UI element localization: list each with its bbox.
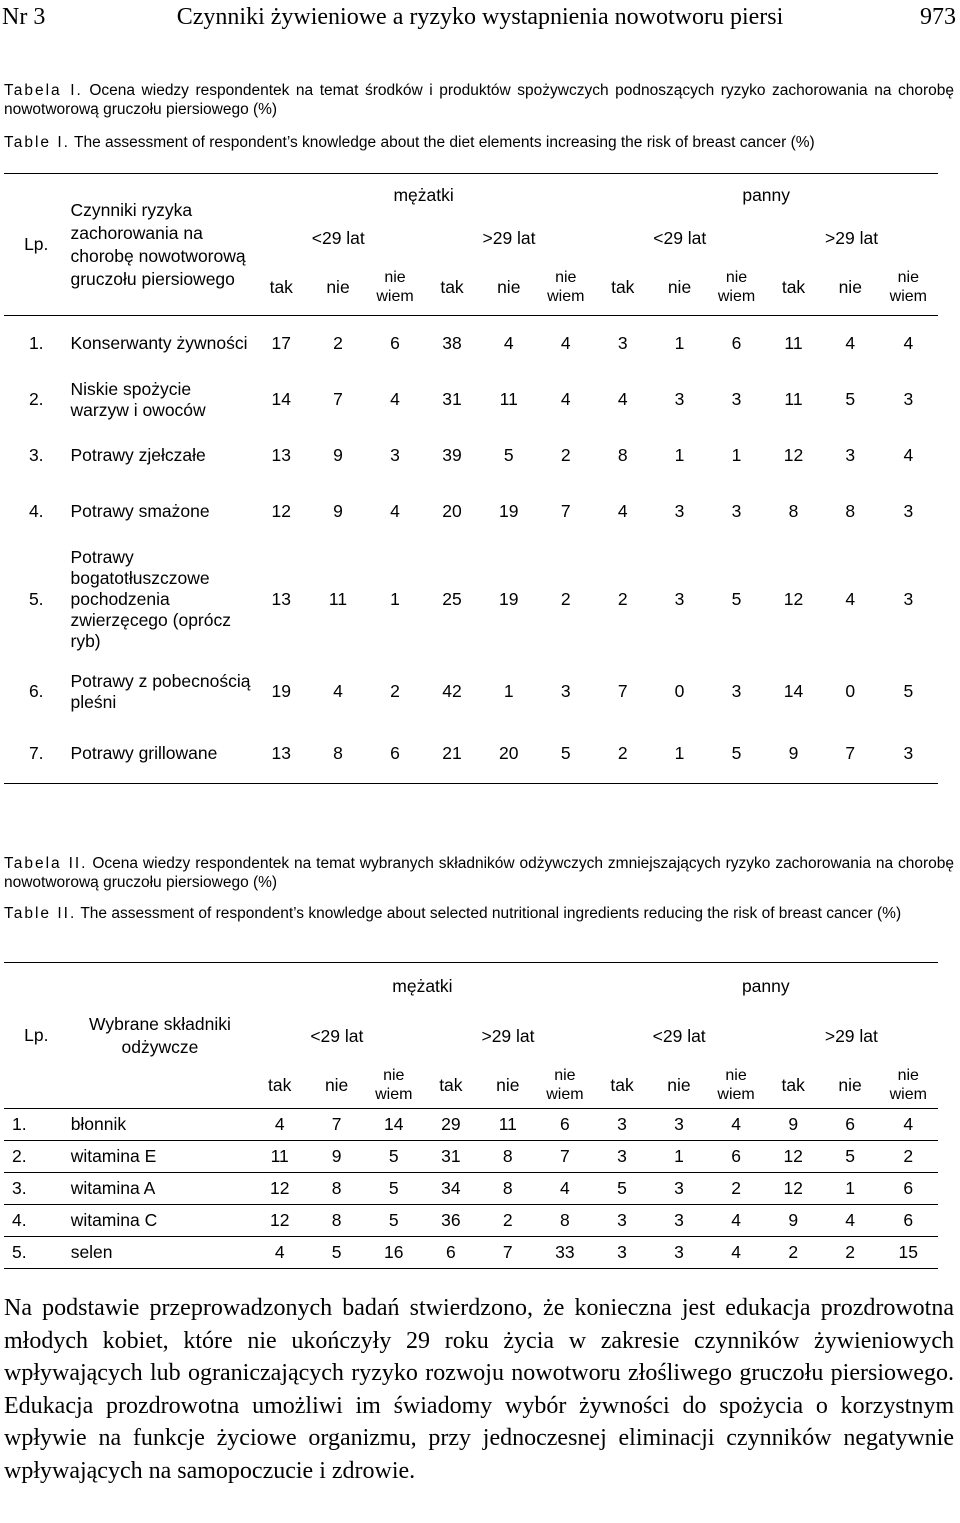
table-cell: 3 <box>594 1237 651 1269</box>
col-factor-header: Czynniki ryzyka zachorowania na chorobę nowotworową gruczołu piersiowego <box>70 199 246 289</box>
table2-caption-pl-text: Ocena wiedzy respondentek na temat wybranych składników odżywczych zmniejszających ryzyko zachorowania na chorobę nowotworową gruczołu piersiowego (%) <box>4 855 954 891</box>
table-cell: 4 <box>707 1205 764 1237</box>
table-cell: 3 <box>594 316 651 372</box>
body-paragraph: Na podstawie przeprowadzonych badań stwierdzono, że konieczna jest edukacja prozdrowotna młodych kobiet, które nie ukończyły 29 roku życia w zakresie czynników żywieniowych wpływających lub ograniczających ryzyko rozwoju nowotworu złośliwego gruczołu piersiowego. Edukacja prozdrowotna umożliwi im świadomy wybór żywności do spożycia o korzystnym wpływie na funkcje życiowe organizmu, przy jednoczesnej eliminacji czynników negatywnie wpływających na samopoczucie i zdrowie. <box>4 1295 954 1484</box>
table-cell: 19 <box>499 589 519 609</box>
table-cell: 4 <box>390 501 400 521</box>
answer-yes-header: tak <box>440 276 464 297</box>
table-cell: 6 <box>708 316 765 372</box>
row-label: witamina E <box>69 1141 252 1173</box>
table-cell: 9 <box>788 742 799 763</box>
col-ingredient-header: Wybrane składniki odżywcze <box>89 1013 231 1057</box>
answer-no-header: nie <box>838 276 862 297</box>
col-lp-header: Lp. <box>24 1025 49 1045</box>
group-single-header: panny <box>741 976 790 997</box>
row-number: 6. <box>28 681 44 701</box>
group-married-header: mężatki <box>392 976 453 997</box>
table-cell: 12 <box>271 501 291 521</box>
table-cell: 4 <box>560 389 571 409</box>
table-cell: 3 <box>594 1109 651 1141</box>
table-cell: 13 <box>271 742 291 763</box>
table-cell: 3 <box>674 589 685 609</box>
table-cell: 3 <box>731 501 742 521</box>
table-cell: 25 <box>442 589 462 609</box>
table-cell: 3 <box>903 501 914 521</box>
table-cell: 14 <box>365 1109 422 1141</box>
answer-yes-header: tak <box>268 1074 292 1095</box>
table-cell: 4 <box>480 316 537 372</box>
answer-no-header: nie <box>496 1074 520 1095</box>
issue-number: Nr 3 <box>2 4 46 30</box>
table-cell: 6 <box>390 742 400 763</box>
row-number: 2. <box>4 1141 69 1173</box>
running-title: Czynniki żywieniowe a ryzyko wystapnienia nowotworu piersi <box>176 4 784 30</box>
table-cell: 7 <box>617 681 628 701</box>
row-label: Konserwanty żywności <box>69 316 253 372</box>
table-cell: 38 <box>424 316 481 372</box>
table-cell: 2 <box>765 1237 822 1269</box>
table-cell: 4 <box>537 316 594 372</box>
table-cell: 0 <box>845 681 856 701</box>
table-cell: 2 <box>560 445 571 465</box>
table-cell: 4 <box>879 316 938 372</box>
table-cell: 9 <box>765 1109 822 1141</box>
table-cell: 2 <box>479 1205 536 1237</box>
row-label: Potrawy grillowane <box>70 742 218 763</box>
table-row <box>4 1237 938 1269</box>
table-cell: 3 <box>674 501 685 521</box>
table-row <box>4 484 938 540</box>
table-cell: 4 <box>822 316 879 372</box>
table2-label-pl: Tabela II. <box>4 855 88 872</box>
table-cell: 6 <box>879 1205 938 1237</box>
table-cell: 7 <box>479 1237 536 1269</box>
table-cell: 11 <box>784 389 803 409</box>
age-over-header: >29 lat <box>824 1026 878 1046</box>
table1 <box>4 173 938 784</box>
row-label: Potrawy zjełczałe <box>70 445 206 465</box>
table-cell: 19 <box>271 681 291 701</box>
table-cell: 4 <box>251 1109 308 1141</box>
table-cell: 8 <box>788 501 799 521</box>
table-cell: 4 <box>903 445 914 465</box>
table-cell: 42 <box>442 681 462 701</box>
table-cell: 8 <box>479 1141 536 1173</box>
answer-no-header: nie <box>326 276 350 297</box>
table-cell: 4 <box>707 1237 764 1269</box>
table-row <box>4 1173 938 1205</box>
row-number: 7. <box>28 742 44 763</box>
table-cell: 9 <box>333 501 343 521</box>
table-cell: 5 <box>365 1205 422 1237</box>
answer-dont-know-header: nie wiem <box>717 269 756 306</box>
table-cell: 3 <box>650 1205 707 1237</box>
table-cell: 5 <box>594 1173 651 1205</box>
table-row <box>4 724 938 784</box>
table-cell: 14 <box>783 681 804 701</box>
table-cell: 5 <box>365 1141 422 1173</box>
age-under-header: <29 lat <box>653 228 707 248</box>
row-number: 5. <box>4 1237 69 1269</box>
table-cell: 8 <box>845 501 856 521</box>
table-cell: 12 <box>783 589 804 609</box>
age-under-header: <29 lat <box>311 228 365 248</box>
table-cell: 20 <box>442 501 462 521</box>
table-cell: 11 <box>479 1109 536 1141</box>
answer-dont-know-header: nie wiem <box>889 269 927 306</box>
table-cell: 1 <box>822 1173 879 1205</box>
table-cell: 3 <box>903 742 914 763</box>
table-cell: 31 <box>442 389 462 409</box>
table-cell: 1 <box>503 681 514 701</box>
table-cell: 8 <box>479 1173 536 1205</box>
table-cell: 7 <box>845 742 856 763</box>
table-cell: 8 <box>617 445 628 465</box>
table-cell: 29 <box>422 1109 479 1141</box>
table1-caption-pl-text: Ocena wiedzy respondentek na temat środków i produktów spożywczych podnoszących ryzyko zachorowania na chorobę nowotworową gruczołu piersiowego (%) <box>4 82 954 118</box>
table-cell: 36 <box>422 1205 479 1237</box>
page-number: 973 <box>920 4 956 30</box>
table-cell: 3 <box>650 1109 707 1141</box>
page-header <box>0 2 960 38</box>
row-number: 1. <box>4 1109 69 1141</box>
table-cell: 1 <box>674 445 685 465</box>
table-cell: 2 <box>879 1141 938 1173</box>
table-cell: 6 <box>879 1173 938 1205</box>
answer-yes-header: tak <box>610 1074 634 1095</box>
table2 <box>4 962 938 1269</box>
table-cell: 1 <box>390 589 400 609</box>
table-cell: 12 <box>765 1141 822 1173</box>
col-lp-header: Lp. <box>24 234 49 254</box>
table-cell: 3 <box>674 389 685 409</box>
answer-dont-know-header: nie wiem <box>376 269 414 306</box>
table-cell: 3 <box>594 1205 651 1237</box>
table-cell: 3 <box>650 1173 707 1205</box>
table-cell: 4 <box>707 1109 764 1141</box>
table-cell: 17 <box>253 316 310 372</box>
table-cell: 6 <box>707 1141 764 1173</box>
table-cell: 14 <box>271 389 291 409</box>
table-cell: 4 <box>333 681 343 701</box>
table-cell: 8 <box>308 1205 365 1237</box>
answer-no-header: nie <box>324 1074 349 1095</box>
table2-caption-pl <box>4 854 954 892</box>
table-cell: 33 <box>536 1237 593 1269</box>
table2-label-en: Table II. <box>4 905 77 922</box>
table-cell: 3 <box>390 445 400 465</box>
table2-caption-en <box>4 904 954 923</box>
table-cell: 12 <box>251 1173 308 1205</box>
row-label: Potrawy bogatotłuszczowe pochodzenia zwierzęcego (oprócz ryb) <box>70 547 231 651</box>
table-cell: 2 <box>390 681 400 701</box>
table-cell: 5 <box>731 589 742 609</box>
table-row <box>4 1141 938 1173</box>
table-cell: 1 <box>650 1141 707 1173</box>
table-cell: 1 <box>674 742 685 763</box>
answer-dont-know-header: nie wiem <box>546 1067 584 1104</box>
table-cell: 9 <box>308 1141 365 1173</box>
table-cell: 19 <box>499 501 519 521</box>
row-number: 3. <box>4 1173 69 1205</box>
table-cell: 31 <box>422 1141 479 1173</box>
table-cell: 13 <box>271 445 291 465</box>
table-cell: 12 <box>251 1205 308 1237</box>
table-cell: 3 <box>903 589 914 609</box>
table-cell: 3 <box>560 681 571 701</box>
table-cell: 3 <box>594 1141 651 1173</box>
answer-yes-header: tak <box>269 276 293 297</box>
table-cell: 0 <box>674 681 685 701</box>
age-under-header: <29 lat <box>652 1026 706 1046</box>
table-cell: 9 <box>765 1205 822 1237</box>
answer-no-header: nie <box>497 276 521 297</box>
answer-dont-know-header: nie wiem <box>375 1067 413 1104</box>
table-cell: 4 <box>822 1205 879 1237</box>
row-number: 3. <box>28 445 44 465</box>
table1-caption-en-text: The assessment of respondent’s knowledge about the diet elements increasing the risk of breast cancer (%) <box>74 134 815 151</box>
table-row <box>4 1205 938 1237</box>
table-cell: 5 <box>822 1141 879 1173</box>
table-cell: 2 <box>617 589 628 609</box>
table-row <box>4 428 938 484</box>
table1-caption-en <box>4 133 954 152</box>
row-label: Potrawy smażone <box>70 501 210 521</box>
table-cell: 5 <box>731 742 742 763</box>
table-cell: 11 <box>328 589 348 609</box>
answer-dont-know-header: nie wiem <box>717 1067 755 1104</box>
table-cell: 8 <box>536 1205 593 1237</box>
group-married-header: mężatki <box>393 185 454 206</box>
age-over-header: >29 lat <box>825 228 879 248</box>
row-number: 1. <box>4 316 69 372</box>
table-cell: 13 <box>271 589 291 609</box>
table-cell: 6 <box>536 1109 593 1141</box>
table-cell: 6 <box>822 1109 879 1141</box>
table-row <box>4 540 938 660</box>
table-cell: 21 <box>442 742 462 763</box>
table-cell: 4 <box>879 1109 938 1141</box>
row-number: 4. <box>4 1205 69 1237</box>
table-cell: 5 <box>503 445 514 465</box>
answer-no-header: nie <box>667 276 692 297</box>
answer-dont-know-header: nie wiem <box>547 269 585 306</box>
answer-no-header: nie <box>838 1074 862 1095</box>
table-cell: 7 <box>536 1141 593 1173</box>
row-label: witamina C <box>69 1205 252 1237</box>
table-cell: 11 <box>251 1141 308 1173</box>
table-cell: 1 <box>731 445 742 465</box>
row-number: 2. <box>28 389 44 409</box>
table-cell: 11 <box>499 389 518 409</box>
answer-yes-header: tak <box>781 276 806 297</box>
table-cell: 4 <box>251 1237 308 1269</box>
table-cell: 1 <box>651 316 708 372</box>
table-cell: 3 <box>731 389 742 409</box>
table-cell: 4 <box>845 589 856 609</box>
answer-yes-header: tak <box>781 1074 805 1095</box>
table-cell: 7 <box>560 501 571 521</box>
table-cell: 3 <box>731 681 742 701</box>
table-cell: 5 <box>365 1173 422 1205</box>
table-row <box>4 372 938 428</box>
answer-no-header: nie <box>667 1074 691 1095</box>
table-cell: 4 <box>617 389 628 409</box>
table-cell: 4 <box>617 501 628 521</box>
table-cell: 3 <box>845 445 856 465</box>
table-cell: 5 <box>560 742 571 763</box>
table1-caption-pl <box>4 81 954 119</box>
age-over-header: >29 lat <box>481 1026 535 1046</box>
table-cell: 16 <box>365 1237 422 1269</box>
row-label: błonnik <box>69 1109 252 1141</box>
table1-label-pl: Tabela I. <box>4 82 83 99</box>
table-cell: 2 <box>310 316 367 372</box>
table-cell: 8 <box>308 1173 365 1205</box>
table-cell: 15 <box>879 1237 938 1269</box>
table-cell: 6 <box>366 316 423 372</box>
table-row <box>4 316 938 372</box>
table-cell: 2 <box>617 742 628 763</box>
table-cell: 12 <box>765 1173 822 1205</box>
age-over-header: >29 lat <box>482 228 536 248</box>
table-cell: 6 <box>422 1237 479 1269</box>
table-cell: 4 <box>536 1173 593 1205</box>
row-label: Niskie spożycie warzyw i owoców <box>70 378 206 420</box>
table-cell: 8 <box>333 742 343 763</box>
row-label: witamina A <box>69 1173 252 1205</box>
table-cell: 2 <box>822 1237 879 1269</box>
table-cell: 3 <box>903 389 914 409</box>
table-cell: 5 <box>903 681 914 701</box>
table-cell: 34 <box>422 1173 479 1205</box>
table-cell: 7 <box>308 1109 365 1141</box>
table-cell: 4 <box>390 389 400 409</box>
row-label: Potrawy z pobecnością pleśni <box>70 670 251 712</box>
answer-yes-header: tak <box>439 1074 463 1095</box>
table-cell: 3 <box>650 1237 707 1269</box>
table-cell: 7 <box>333 389 343 409</box>
table-cell: 2 <box>560 589 571 609</box>
table2-caption-en-text: The assessment of respondent’s knowledge about selected nutritional ingredients reducing the risk of breast cancer (%) <box>80 905 902 922</box>
table-row <box>4 1109 938 1141</box>
age-under-header: <29 lat <box>310 1026 364 1046</box>
table-row <box>4 660 938 724</box>
answer-dont-know-header: nie wiem <box>889 1067 927 1104</box>
table-cell: 12 <box>783 445 804 465</box>
table-cell: 2 <box>707 1173 764 1205</box>
table-cell: 5 <box>308 1237 365 1269</box>
answer-yes-header: tak <box>611 276 635 297</box>
table-cell: 5 <box>845 389 856 409</box>
table-cell: 20 <box>499 742 519 763</box>
table-cell: 39 <box>442 445 462 465</box>
group-single-header: panny <box>742 185 791 206</box>
row-number: 5. <box>28 589 44 609</box>
row-number: 4. <box>28 501 44 521</box>
row-label: selen <box>69 1237 252 1269</box>
table-cell: 11 <box>765 316 822 372</box>
table-cell: 9 <box>333 445 343 465</box>
table1-label-en: Table I. <box>4 134 70 151</box>
